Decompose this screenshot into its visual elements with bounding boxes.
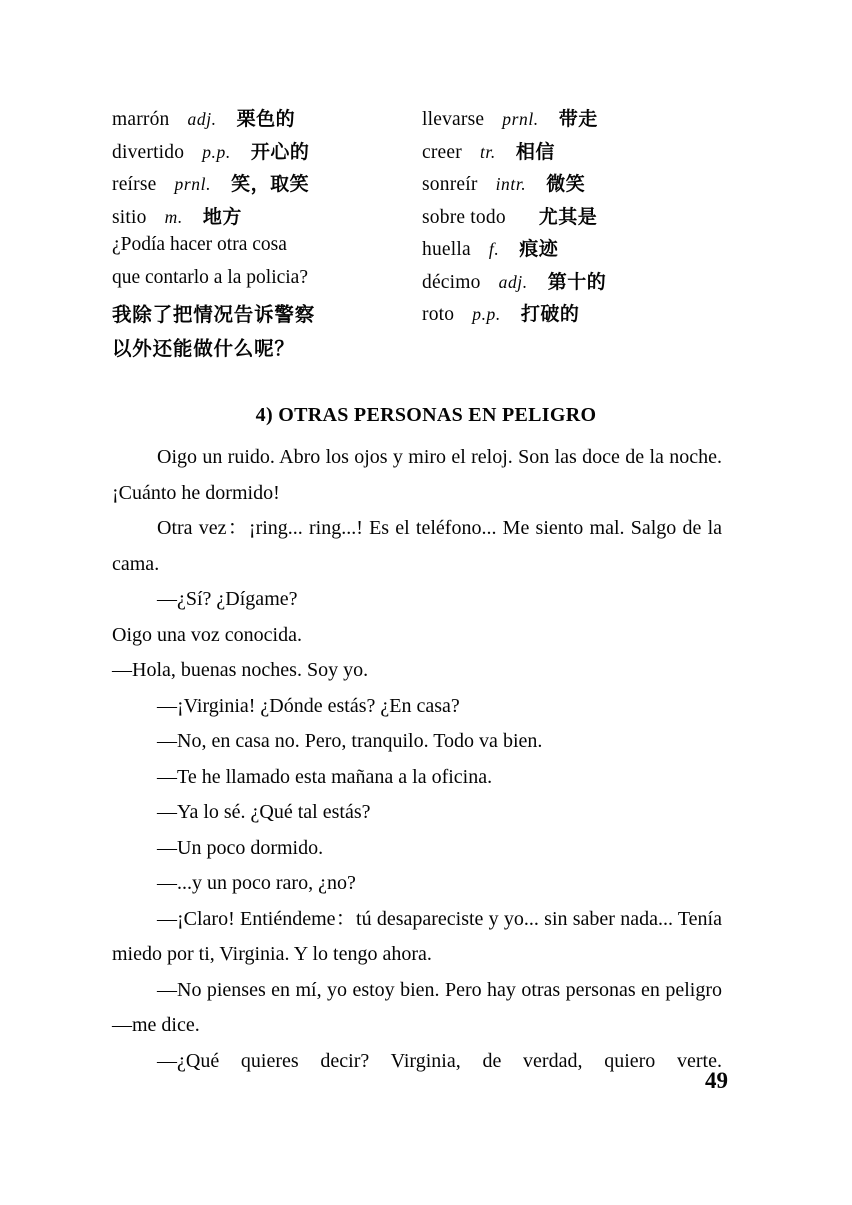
vocabulary-example-chinese-line: 我除了把情况告诉警察 (112, 303, 316, 326)
vocabulary-term: sitio (112, 206, 147, 228)
vocabulary-entry (112, 169, 422, 202)
vocabulary-columns (112, 104, 732, 367)
vocabulary-gloss: 打破的 (520, 303, 580, 325)
vocabulary-pos: m. (164, 206, 183, 227)
dialogue-line: —Hola, buenas noches. Soy yo. (112, 659, 369, 681)
vocabulary-entry (112, 137, 422, 170)
vocabulary-gloss: 微笑 (546, 173, 586, 195)
vocabulary-gloss: 地方 (202, 205, 242, 228)
vocabulary-term: sonreír (422, 174, 478, 195)
dialogue-line: —¡Virginia! ¿Dónde estás? ¿En casa? (157, 694, 460, 717)
vocabulary-pos: intr. (495, 174, 527, 194)
vocabulary-entry (422, 234, 722, 267)
dialogue-line: —No pienses en mí, yo estoy bien. Pero hay otras personas en peligro —me dice. (112, 978, 722, 1036)
vocabulary-entry (112, 202, 422, 235)
vocabulary-example-chinese-line: 以外还能做什么呢？ (112, 337, 295, 360)
vocabulary-list (112, 104, 732, 367)
vocabulary-term: llevarse (422, 109, 485, 130)
vocabulary-term: décimo (422, 271, 481, 293)
vocabulary-pos: prnl. (502, 109, 539, 129)
vocabulary-term: reírse (112, 174, 157, 195)
vocabulary-pos: tr. (479, 141, 496, 162)
dialogue-line: —Ya lo sé. ¿Qué tal estás? (157, 801, 371, 823)
dialogue-line: —No, en casa no. Pero, tranquilo. Todo va bien. (157, 730, 543, 752)
vocabulary-entry (422, 299, 722, 332)
vocabulary-entry (422, 267, 722, 300)
paragraph: Oigo un ruido. Abro los ojos y miro el reloj. Son las doce de la noche. ¡Cuánto he dormido! (112, 446, 722, 504)
vocabulary-pos: prnl. (174, 174, 212, 194)
vocabulary-gloss: 栗色的 (236, 108, 296, 130)
vocabulary-entry (422, 202, 722, 235)
dialogue-line: —¿Qué quieres decir? Virginia, de verdad, quiero verte. (157, 1049, 722, 1072)
dialogue-line: —¿Sí? ¿Dígame? (157, 588, 298, 610)
vocabulary-gloss: 开心的 (250, 140, 310, 163)
dialogue-line: —¡Claro! Entiéndeme：tú desapareciste y yo... sin saber nada... Tenía miedo por ti, Virginia. Y lo tengo ahora. (112, 907, 722, 965)
vocabulary-pos: adj. (187, 109, 217, 129)
vocabulary-pos: p.p. (472, 304, 501, 324)
vocabulary-pos: adj. (498, 271, 528, 292)
vocabulary-example-spanish-line: ¿Podía hacer otra cosa (112, 234, 287, 255)
vocabulary-column-left (112, 104, 422, 367)
vocabulary-entry (422, 104, 722, 137)
dialogue-line: —Te he llamado esta mañana a la oficina. (157, 765, 493, 788)
vocabulary-term: divertido (112, 141, 185, 163)
vocabulary-gloss: 痕迹 (519, 238, 559, 260)
vocabulary-term: creer (422, 141, 462, 163)
vocabulary-pos: f. (488, 239, 500, 259)
vocabulary-gloss: 带走 (558, 108, 598, 130)
vocabulary-entry (112, 104, 422, 137)
vocabulary-gloss: 相信 (515, 140, 555, 163)
dialogue-line: —...y un poco raro, ¿no? (157, 872, 356, 894)
dialogue-line: —Un poco dormido. (157, 836, 324, 859)
vocabulary-gloss: 尤其是 (538, 205, 598, 228)
section-heading: 4) OTRAS PERSONAS EN PELIGRO (255, 404, 597, 426)
vocabulary-example-spanish-line: que contarlo a la policia? (112, 266, 308, 288)
paragraph: Otra vez：¡ring... ring...! Es el teléfono... Me siento mal. Salgo de la cama. (112, 517, 722, 575)
vocabulary-term: sobre todo (422, 206, 506, 228)
vocabulary-column-right (422, 104, 722, 332)
vocabulary-gloss: 第十的 (547, 270, 607, 293)
paragraph: Oigo una voz conocida. (112, 623, 302, 646)
vocabulary-entry (422, 169, 722, 202)
vocabulary-entry (422, 137, 722, 170)
vocabulary-term: marrón (112, 109, 170, 130)
vocabulary-pos: p.p. (202, 141, 231, 162)
vocabulary-gloss: 笑，取笑 (231, 173, 310, 195)
vocabulary-term: roto (422, 304, 455, 325)
page-number: 49 (705, 1068, 728, 1093)
body-text (112, 440, 722, 1115)
vocabulary-term: huella (422, 239, 471, 260)
